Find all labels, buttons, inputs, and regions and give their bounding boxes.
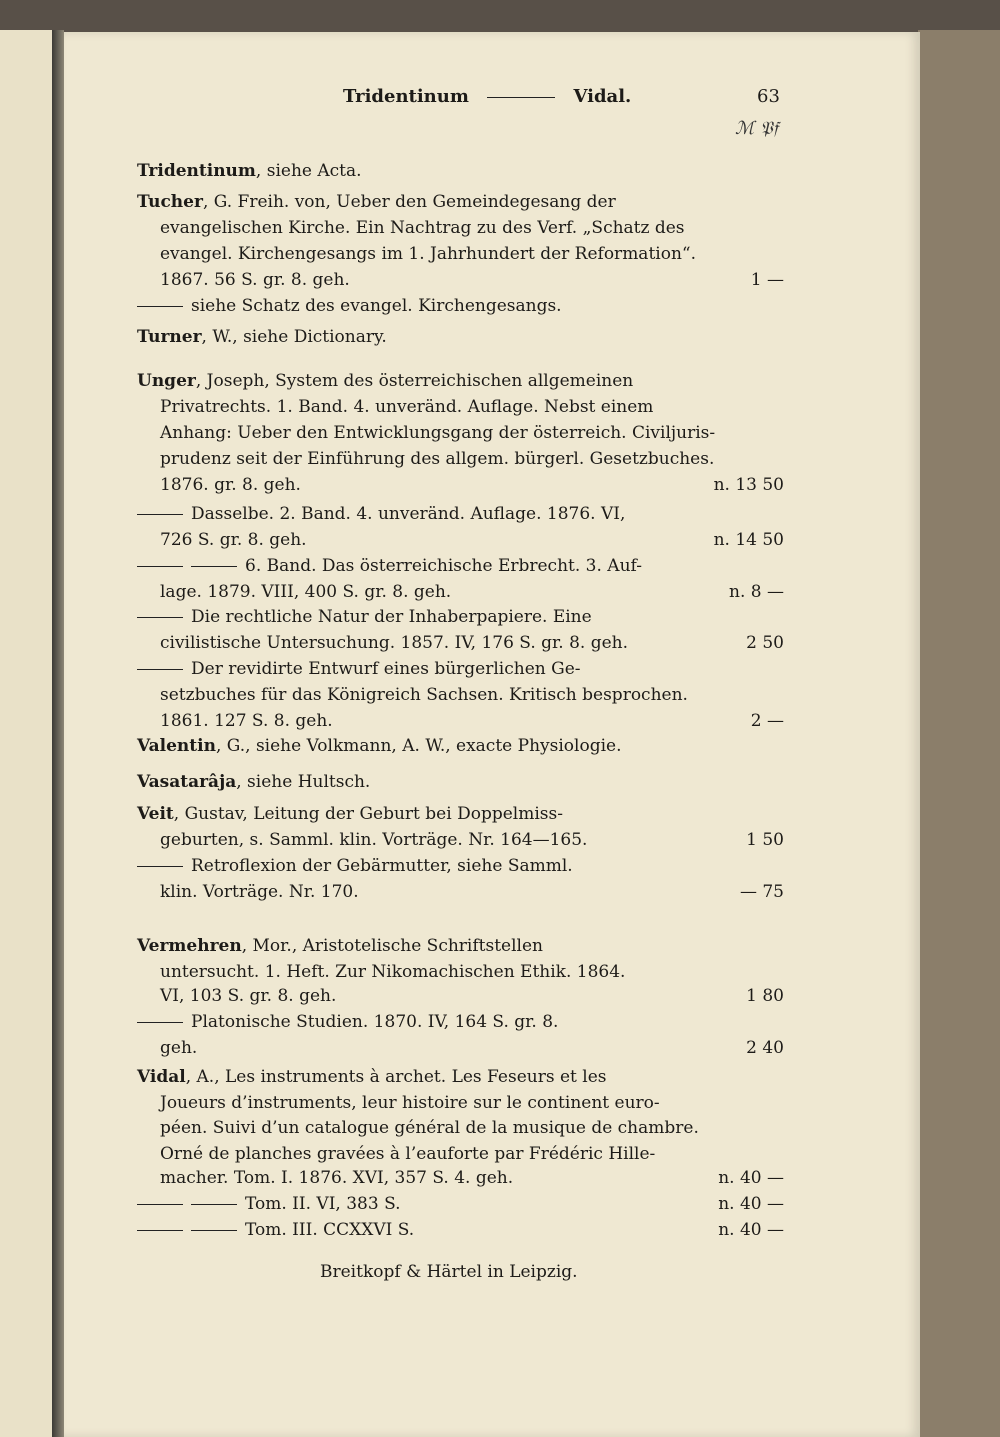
catalog-line-text: Anhang: Ueber den Entwicklungsgang der österreich. Civiljuris-: [160, 423, 716, 443]
running-header: [343, 86, 631, 107]
catalog-line-text: Tridentinum, siehe Acta.: [137, 161, 362, 181]
price: n. 40 —: [718, 1220, 784, 1240]
catalog-line: [137, 1191, 401, 1217]
catalog-line-text: evangelischen Kirche. Ein Nachtrag zu des Verf. „Schatz des: [160, 218, 685, 238]
catalog-line-text: Turner, W., siehe Dictionary.: [137, 327, 387, 347]
catalog-line-text: péen. Suivi d’un catalogue général de la musique de chambre.: [160, 1118, 699, 1138]
catalog-line: [137, 604, 592, 630]
header-left: Tridentinum: [343, 86, 469, 107]
catalog-line-text: Vasatarâja, siehe Hultsch.: [137, 772, 371, 792]
catalog-line-text: Retroflexion der Gebärmutter, siehe Samml.: [191, 856, 573, 876]
ditto-dash: [137, 514, 183, 515]
catalog-line: [160, 579, 451, 605]
catalog-line-text: 1876. gr. 8. geh.: [160, 475, 301, 495]
catalog-line: [160, 1090, 660, 1116]
catalog-line: [137, 1009, 558, 1035]
catalog-line: [137, 158, 362, 184]
catalog-line: [160, 879, 359, 905]
catalog-line-text: Valentin, G., siehe Volkmann, A. W., exacte Physiologie.: [137, 736, 622, 756]
book-cover-top: [0, 0, 1000, 32]
catalog-line: [137, 1217, 414, 1243]
entry-author: Unger: [137, 371, 196, 391]
catalog-line-text: setzbuches für das Königreich Sachsen. Kritisch besprochen.: [160, 685, 688, 705]
catalog-line-text: siehe Schatz des evangel. Kirchengesangs.: [191, 296, 562, 316]
catalog-line: [160, 446, 714, 472]
catalog-line-text: prudenz seit der Einführung des allgem. bürgerl. Gesetzbuches.: [160, 449, 715, 469]
catalog-line: [137, 293, 562, 319]
entry-author: Vasatarâja: [137, 772, 237, 792]
catalog-line: [137, 801, 563, 827]
price: n. 40 —: [718, 1194, 784, 1214]
catalog-line-text: Joueurs d’instruments, leur histoire sur le continent euro-: [160, 1093, 660, 1113]
catalog-line-text: Vidal, A., Les instruments à archet. Les Feseurs et les: [137, 1067, 607, 1087]
price: — 75: [739, 882, 784, 902]
ditto-dash: [191, 1204, 237, 1205]
ditto-dash: [137, 617, 183, 618]
catalog-line: [160, 215, 685, 241]
entry-author: Vidal: [137, 1067, 186, 1087]
entry-author: Tucher: [137, 192, 203, 212]
price: n. 40 —: [718, 1168, 784, 1188]
catalog-line-text: klin. Vorträge. Nr. 170.: [160, 882, 359, 902]
catalog-line-text: macher. Tom. I. 1876. XVI, 357 S. 4. geh.: [160, 1168, 514, 1188]
catalog-line: [160, 267, 350, 293]
catalog-line-text: civilistische Untersuchung. 1857. IV, 176 S. gr. 8. geh.: [160, 633, 629, 653]
catalog-line: [160, 959, 625, 985]
catalog-line: [137, 1064, 606, 1090]
header-right: Vidal.: [573, 86, 632, 107]
page-number: 63: [757, 86, 780, 107]
catalog-line: [160, 1141, 655, 1167]
catalog-line: [160, 420, 715, 446]
catalog-line-text: Veit, Gustav, Leitung der Geburt bei Doppelmiss-: [137, 804, 563, 824]
catalog-line: [160, 708, 333, 734]
catalog-line: [160, 472, 301, 498]
catalog-line-text: Orné de planches gravées à l’eauforte par Frédéric Hille-: [160, 1144, 656, 1164]
header-dash: [487, 97, 555, 98]
catalog-line-text: evangel. Kirchengesangs im 1. Jahrhundert der Reformation“.: [160, 244, 696, 264]
entry-author: Turner: [137, 327, 202, 347]
ditto-dash: [191, 1230, 237, 1231]
previous-page-edge: [0, 30, 55, 1437]
entry-author: Vermehren: [137, 936, 242, 956]
catalog-line-text: Privatrechts. 1. Band. 4. unveränd. Auflage. Nebst einem: [160, 397, 654, 417]
catalog-line: [160, 394, 653, 420]
catalog-line: [137, 769, 370, 795]
catalog-line: [160, 827, 587, 853]
publisher-footer: Breitkopf & Härtel in Leipzig.: [320, 1262, 578, 1282]
catalog-line-text: Tom. II. VI, 383 S.: [245, 1194, 401, 1214]
price: 1 50: [746, 830, 784, 850]
catalog-line-text: lage. 1879. VIII, 400 S. gr. 8. geh.: [160, 582, 452, 602]
ditto-dash: [137, 306, 183, 307]
ditto-dash: [137, 1204, 183, 1205]
price: 2 50: [746, 633, 784, 653]
book-cover-right: [918, 30, 1000, 1437]
price: 1 80: [746, 986, 784, 1006]
ditto-dash: [137, 1022, 183, 1023]
price: n. 13 50: [713, 475, 784, 495]
price-column-marks: ℳ 𝔓𝔣: [735, 118, 779, 139]
book-binding: [52, 30, 64, 1437]
entry-author: Valentin: [137, 736, 216, 756]
catalog-line-text: Die rechtliche Natur der Inhaberpapiere. Eine: [191, 607, 592, 627]
catalog-line-text: Tucher, G. Freih. von, Ueber den Gemeindegesang der: [137, 192, 616, 212]
ditto-dash: [137, 866, 183, 867]
price: n. 8 —: [729, 582, 784, 602]
catalog-line-text: untersucht. 1. Heft. Zur Nikomachischen Ethik. 1864.: [160, 962, 626, 982]
catalog-line-text: geh.: [160, 1038, 198, 1058]
catalog-line: [160, 983, 336, 1009]
catalog-line: [137, 368, 633, 394]
ditto-dash: [137, 669, 183, 670]
entry-author: Tridentinum: [137, 161, 256, 181]
catalog-line-text: Der revidirte Entwurf eines bürgerlichen Ge-: [191, 659, 581, 679]
price: 2 —: [750, 711, 784, 731]
catalog-line-text: Dasselbe. 2. Band. 4. unveränd. Auflage. 1876. VI,: [191, 504, 626, 524]
catalog-line-text: Unger, Joseph, System des österreichischen allgemeinen: [137, 371, 634, 391]
catalog-line: [160, 1115, 699, 1141]
catalog-line-text: 6. Band. Das österreichische Erbrecht. 3. Auf-: [245, 556, 642, 576]
ditto-dash: [137, 566, 183, 567]
catalog-line-text: Platonische Studien. 1870. IV, 164 S. gr. 8.: [191, 1012, 559, 1032]
price: 1 —: [750, 270, 784, 290]
catalog-line: [137, 324, 387, 350]
catalog-line-text: 1861. 127 S. 8. geh.: [160, 711, 333, 731]
price: 2 40: [746, 1038, 784, 1058]
catalog-line-text: geburten, s. Samml. klin. Vorträge. Nr. 164—165.: [160, 830, 588, 850]
catalog-line: [137, 553, 642, 579]
catalog-line-text: VI, 103 S. gr. 8. geh.: [160, 986, 337, 1006]
catalog-line: [137, 853, 573, 879]
catalog-line: [137, 189, 616, 215]
catalog-line: [160, 682, 688, 708]
catalog-line: [137, 733, 621, 759]
catalog-line-text: Tom. III. CCXXVI S.: [245, 1220, 415, 1240]
catalog-line: [160, 527, 307, 553]
ditto-dash: [137, 1230, 183, 1231]
catalog-line: [137, 933, 543, 959]
catalog-line: [160, 1035, 197, 1061]
catalog-line: [160, 241, 696, 267]
catalog-line: [160, 630, 628, 656]
entry-author: Veit: [137, 804, 174, 824]
ditto-dash: [191, 566, 237, 567]
catalog-line: [160, 1165, 513, 1191]
catalog-line-text: 1867. 56 S. gr. 8. geh.: [160, 270, 350, 290]
price: n. 14 50: [713, 530, 784, 550]
catalog-line: [137, 501, 625, 527]
catalog-line-text: 726 S. gr. 8. geh.: [160, 530, 307, 550]
catalog-line: [137, 656, 581, 682]
catalog-line-text: Vermehren, Mor., Aristotelische Schriftstellen: [137, 936, 543, 956]
